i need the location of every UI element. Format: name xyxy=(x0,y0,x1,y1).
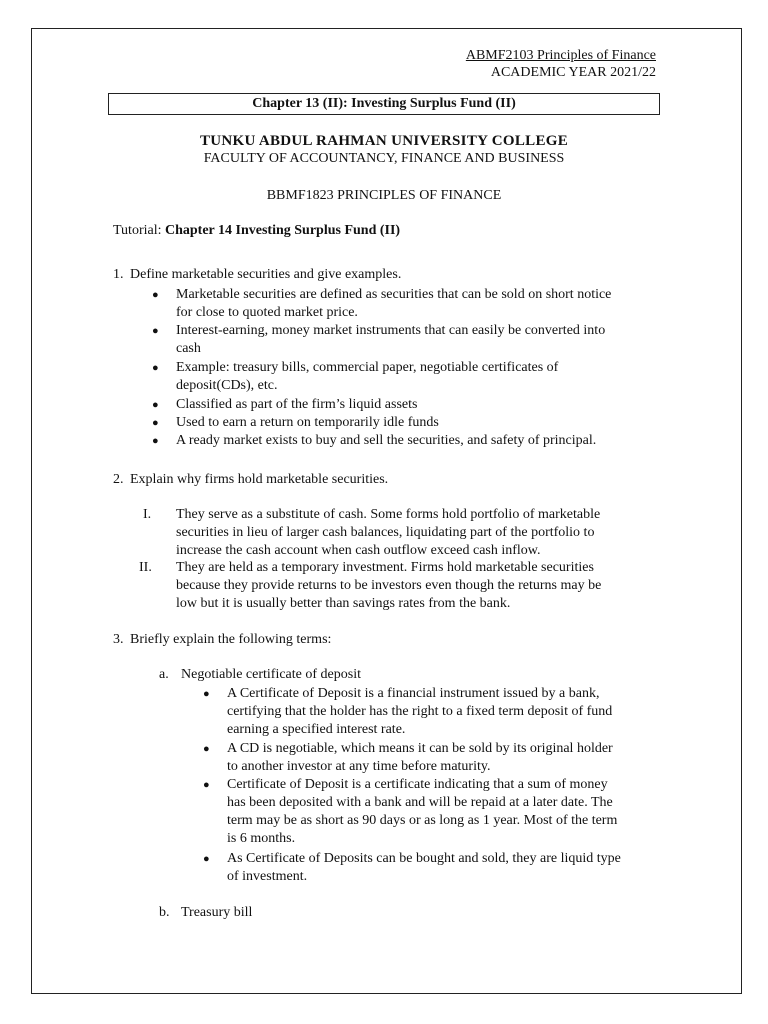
list-item xyxy=(227,776,617,848)
q3-number: 3. xyxy=(113,632,124,647)
line: Example: treasury bills, commercial paper, negotiable certificates of xyxy=(176,360,559,375)
faculty-name: FACULTY OF ACCOUNTANCY, FINANCE AND BUSINESS xyxy=(203,151,565,166)
line: term may be as short as 90 days or as long as 1 year. Most of the term xyxy=(227,813,618,828)
bullet-icon: ● xyxy=(152,362,159,374)
sub-item-label: b. xyxy=(159,905,170,920)
tutorial-title: Chapter 14 Investing Surplus Fund (II) xyxy=(165,223,401,238)
roman-numeral: II. xyxy=(139,560,152,575)
line: A Certificate of Deposit is a financial instrument issued by a bank, xyxy=(227,686,600,701)
institution-name: TUNKU ABDUL RAHMAN UNIVERSITY COLLEGE xyxy=(199,133,569,149)
line: They serve as a substitute of cash. Some forms hold portfolio of marketable xyxy=(176,507,601,522)
bullet-icon: ● xyxy=(203,688,210,700)
line: Marketable securities are defined as securities that can be sold on short notice xyxy=(176,287,612,302)
bullet-icon: ● xyxy=(152,325,159,337)
chapter-title-box: Chapter 13 (II): Investing Surplus Fund (II) xyxy=(108,93,660,115)
line: to another investor at any time before maturity. xyxy=(227,759,491,774)
line: Interest-earning, money market instruments that can easily be converted into xyxy=(176,323,606,338)
list-item: Used to earn a return on temporarily idle funds xyxy=(176,415,439,430)
line: because they provide returns to be investors even though the returns may be xyxy=(176,578,602,593)
list-item xyxy=(176,322,605,358)
line: of investment. xyxy=(227,869,308,884)
q1-number: 1. xyxy=(113,267,124,282)
bullet-icon: ● xyxy=(152,399,159,411)
line: certifying that the holder has the right to a fixed term deposit of fund xyxy=(227,704,613,719)
bullet-icon: ● xyxy=(203,853,210,865)
bullet-icon: ● xyxy=(152,417,159,429)
line: They are held as a temporary investment. Firms hold marketable securities xyxy=(176,560,594,575)
line: A CD is negotiable, which means it can be sold by its original holder xyxy=(227,741,613,756)
q1-question: Define marketable securities and give examples. xyxy=(130,267,402,282)
line: low but it is usually better than savings rates from the bank. xyxy=(176,596,511,611)
line: deposit(CDs), etc. xyxy=(176,378,278,393)
line: securities in lieu of larger cash balances, liquidating part of the portfolio to xyxy=(176,525,595,540)
line: for close to quoted market price. xyxy=(176,305,358,320)
tutorial-heading xyxy=(113,223,400,239)
line: has been deposited with a bank and will be repaid at a later date. The xyxy=(227,795,613,810)
q2-number: 2. xyxy=(113,472,124,487)
roman-numeral: I. xyxy=(143,507,152,522)
line: Certificate of Deposit is a certificate indicating that a sum of money xyxy=(227,777,608,792)
sub-item-label: a. xyxy=(159,667,169,682)
bullet-icon: ● xyxy=(152,289,159,301)
bullet-icon: ● xyxy=(203,743,210,755)
q2-question: Explain why firms hold marketable securities. xyxy=(130,472,389,487)
q3-question: Briefly explain the following terms: xyxy=(130,632,332,647)
sub-item-title: Treasury bill xyxy=(181,905,253,920)
list-item: Classified as part of the firm’s liquid assets xyxy=(176,397,418,412)
line: As Certificate of Deposits can be bought and sold, they are liquid type xyxy=(227,851,621,866)
line: is 6 months. xyxy=(227,831,296,846)
bullet-icon: ● xyxy=(152,435,159,447)
course-header xyxy=(466,47,656,81)
line: earning a specified interest rate. xyxy=(227,722,406,737)
list-item xyxy=(176,286,611,322)
list-item xyxy=(227,685,612,739)
line: cash xyxy=(176,341,201,356)
sub-item-title: Negotiable certificate of deposit xyxy=(181,667,361,682)
list-item: A ready market exists to buy and sell the securities, and safety of principal. xyxy=(176,433,597,448)
list-item xyxy=(227,850,621,886)
bullet-icon: ● xyxy=(203,779,210,791)
list-item xyxy=(176,359,558,395)
list-item xyxy=(176,506,600,560)
list-item xyxy=(227,740,613,776)
course-title: ABMF2103 Principles of Finance xyxy=(465,48,656,63)
course-code: BBMF1823 PRINCIPLES OF FINANCE xyxy=(266,188,502,203)
list-item xyxy=(176,559,601,613)
line: increase the cash account when cash outflow exceed cash inflow. xyxy=(176,543,541,558)
tutorial-label: Tutorial: xyxy=(113,223,162,238)
academic-year: ACADEMIC YEAR 2021/22 xyxy=(490,65,656,80)
